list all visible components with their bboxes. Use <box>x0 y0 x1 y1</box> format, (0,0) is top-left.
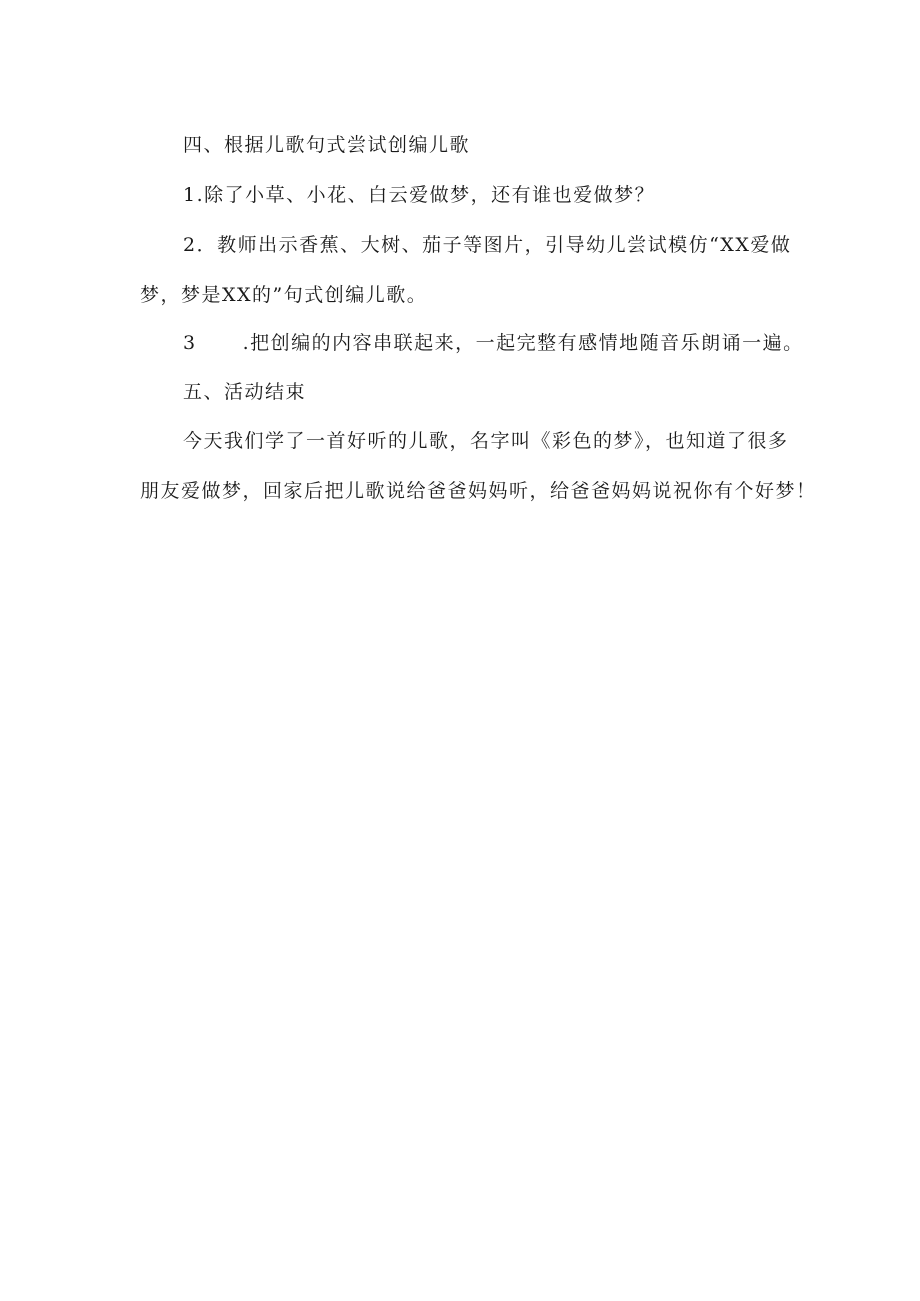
closing-paragraph-line2: 朋友爱做梦，回家后把儿歌说给爸爸妈妈听，给爸爸妈妈说祝你有个好梦！ <box>140 480 817 502</box>
list-item-2-line2: 梦，梦是XX的”句式创编儿歌。 <box>140 284 428 306</box>
list-item-2-line1: 2．教师出示香蕉、大树、茄子等图片，引导幼儿尝试模仿“XX爱做 <box>183 234 792 256</box>
closing-paragraph-line1: 今天我们学了一首好听的儿歌，名字叫《彩色的梦》，也知道了很多 <box>183 430 789 452</box>
section5-heading: 五、活动结束 <box>183 381 307 403</box>
list-item-3-number: 3 <box>183 332 197 354</box>
section4-heading: 四、根据儿歌句式尝试创编儿歌 <box>183 134 471 156</box>
list-item-1: 1.除了小草、小花、白云爱做梦，还有谁也爱做梦？ <box>183 184 656 206</box>
list-item-3-text: .把创编的内容串联起来，一起完整有感情地随音乐朗诵一遍。 <box>242 332 804 354</box>
list-item-3 <box>183 331 804 355</box>
